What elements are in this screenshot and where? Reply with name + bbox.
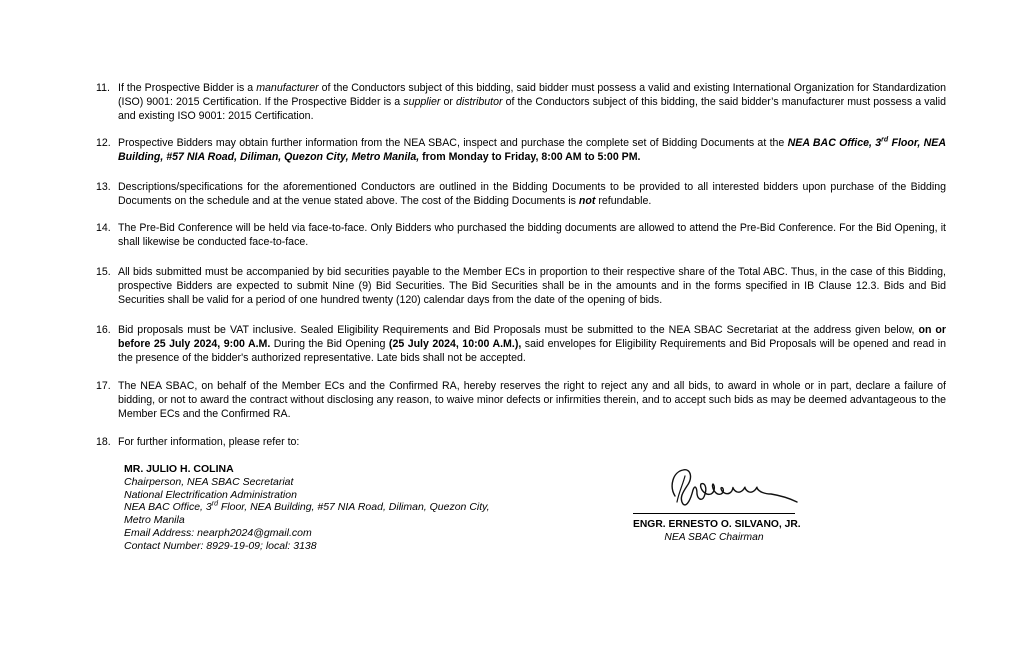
clause-text-run: Prospective Bidders may obtain further information from the NEA SBAC, inspect and purchase the complete set of Bidding Documents at the [118,137,788,149]
contact-address: NEA BAC Office, 3rd Floor, NEA Building, #57 NIA Road, Diliman, Quezon City, [124,500,490,514]
clause-text-run: If the Prospective Bidder is a [118,82,257,94]
clause-item [96,180,946,208]
clause-text-run: supplier [403,96,441,108]
clause-text-run: The NEA SBAC, on behalf of the Member ECs and the Confirmed RA, hereby reserves the right to reject any and all bids, to award in whole or in part, declare a failure of bidding, or not to award the contract without disclosing any reason, to waive minor defects or infirmities therein, and to accept such bids as may be deemed advantageous to the Member ECs and the Confirmed RA. [118,380,946,420]
clause-text [118,435,946,449]
clause-text-run: refundable. [595,195,652,207]
signatory-title: NEA SBAC Chairman [664,532,764,543]
clause-item [96,323,946,365]
contact-name: MR. JULIO H. COLINA [124,463,234,475]
clause-text-run: distributor [456,96,503,108]
clause-text [118,136,946,164]
contact-position: Chairperson, NEA SBAC Secretariat [124,475,294,488]
clause-number: 12. [96,137,111,149]
clause-text-run: All bids submitted must be accompanied by bid securities payable to the Member ECs in proportion to their respective share of the Total ABC. Thus, in the case of this Bidding, prospective Bidders are expected to submit Nine (9) Bid Securities. The Bid Securities shall be in the amounts and in the forms specified in IB Clause 12.3. Bids and Bid Securities shall be valid for a period of one hundred twenty (120) calendar days from the date of the opening of bids. [118,266,946,306]
clause-text-run: of the Conductors subject of this bidding, the said bidder’s manufacturer must possess a valid and existing ISO 9001: 2015 Certification. [118,96,946,122]
clause-text [118,180,946,208]
clause-text-run: For further information, please refer to: [118,436,300,448]
clause-text-run: During the Bid Opening [270,338,389,350]
clause-text [118,81,946,123]
clause-number: 18. [96,436,111,448]
clause-item [96,379,946,421]
signatory-name: ENGR. ERNESTO O. SILVANO, JR. [633,519,801,530]
clause-number: 13. [96,181,111,193]
clause-text-run: from Monday to Friday, 8:00 AM to 5:00 PM. [419,151,641,163]
clause-item [96,136,946,164]
clause-text-run: Bid proposals must be VAT inclusive. Sealed Eligibility Requirements and Bid Proposals must be submitted to the NEA SBAC Secretariat at the address given below, [118,324,919,336]
clause-text-run: not [578,195,596,207]
contact-phone: Contact Number: 8929-19-09; local: 3138 [124,539,317,552]
handwritten-signature [661,462,801,514]
clause-text [118,323,946,365]
clause-number: 14. [96,222,111,234]
clause-number: 17. [96,380,111,392]
clause-text-run: (25 July 2024, 10:00 A.M.), [388,338,522,350]
clause-text-run: Descriptions/specifications for the aforementioned Conductors are outlined in the Bidding Documents to be provided to all interested bidders upon purchase of the Bidding Documents on the schedule and at the venue stated above. The cost of the Bidding Documents is [118,181,946,207]
clause-text-run: of the Conductors subject of this bidding, said bidder must possess a valid and existing International Organization for Standardization (ISO) 9001: 2015 Certification. If the Prospective Bidder is a [118,82,946,108]
clause-item [96,265,946,307]
clause-item [96,221,946,249]
clause-text-run: on or before 25 July 2024, 9:00 A.M. [118,324,946,350]
clause-text [118,221,946,249]
contact-block [124,463,490,553]
clause-number: 11. [96,82,110,94]
clause-text-run: Floor, NEA Building, #57 NIA Road, Diliman, Quezon City, Metro Manila, [118,137,946,163]
clause-text-run: manufacturer [256,82,319,94]
clause-text [118,379,946,421]
clause-number: 16. [96,324,111,336]
clause-text-run: rd [881,136,889,144]
clause-number: 15. [96,266,111,278]
contact-email: Email Address: nearph2024@gmail.com [124,526,312,539]
clause-text-run: said envelopes for Eligibility Requirements and Bid Proposals will be opened and read in the presence of the bidder's authorized representative. Late bids shall not be accepted. [118,338,947,364]
clause-text-run: The Pre-Bid Conference will be held via face-to-face. Only Bidders who purchased the bidding documents are allowed to attend the Pre-Bid Conference. For the Bid Opening, it shall likewise be conducted face-to-face. [118,222,946,248]
contact-agency: National Electrification Administration [124,488,297,501]
contact-address-city: Metro Manila [124,514,185,527]
clause-item [96,81,946,123]
clause-item [96,435,946,449]
clause-text-run: NEA BAC Office, 3 [787,137,882,149]
signature-line [633,513,795,514]
clause-text [118,265,946,307]
clause-text-run: or [440,96,457,108]
